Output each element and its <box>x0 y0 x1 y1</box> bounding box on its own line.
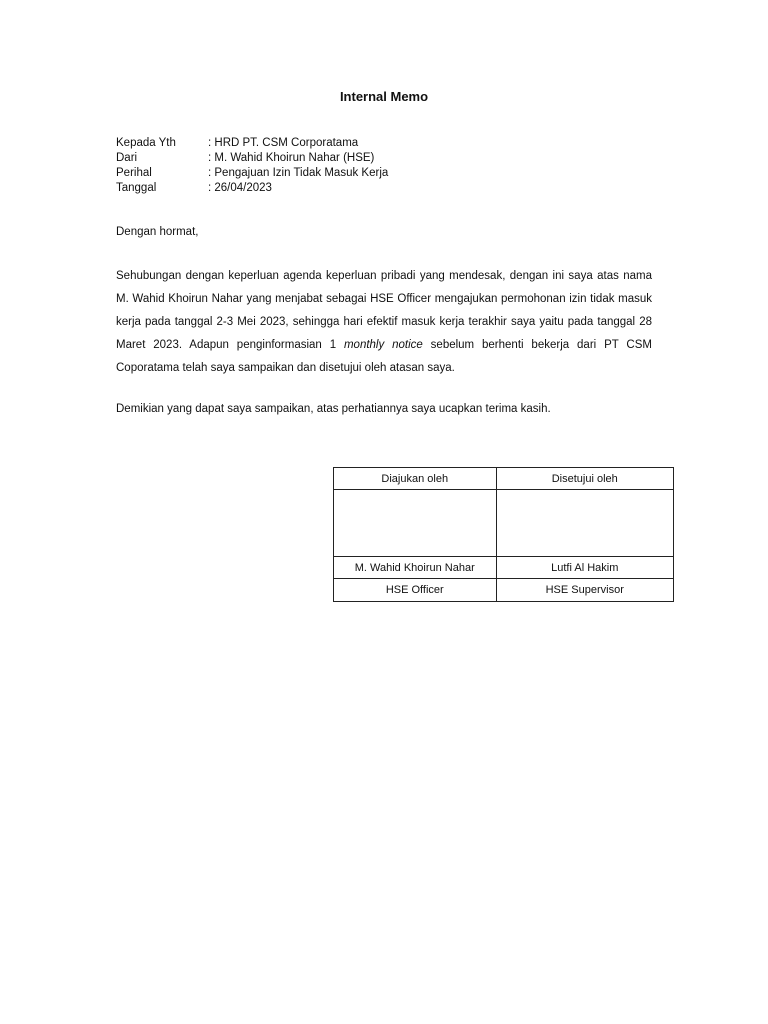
field-sender <box>116 151 656 166</box>
body-text-part-2: sebelum berhenti bekerja dari PT CSM Coporatama telah saya sampaikan dan disetujui oleh atasan saya. <box>116 339 652 374</box>
submitter-role: HSE Officer <box>334 579 497 602</box>
field-value: : M. Wahid Khoirun Nahar (HSE) <box>208 152 375 164</box>
memo-title: Internal Memo <box>339 89 429 104</box>
body-paragraph <box>116 265 652 380</box>
field-subject <box>116 166 656 181</box>
signature-role-row <box>334 579 674 602</box>
body-text-part-1: Sehubungan dengan keperluan agenda keperluan pribadi yang mendesak, dengan ini saya atas nama M. Wahid Khoirun Nahar yang menjabat sebagai HSE Officer mengajukan permohonan izin tidak masuk kerja pada tanggal 2-3 Mei 2023, sehingga hari efektif masuk kerja terakhir saya yaitu pada tanggal 28 Maret 2023. Adapun penginformasian 1 <box>116 270 652 351</box>
closing-paragraph: Demikian yang dapat saya sampaikan, atas perhatiannya saya ucapkan terima kasih. <box>116 403 551 415</box>
field-label: Perihal <box>116 167 152 179</box>
submitter-name: M. Wahid Khoirun Nahar <box>334 557 497 579</box>
memo-header-fields <box>116 136 656 196</box>
field-label: Dari <box>116 152 138 164</box>
field-label: Tanggal <box>116 182 157 194</box>
approver-role: HSE Supervisor <box>496 579 674 602</box>
field-date <box>116 181 656 196</box>
submitter-signature-space <box>334 490 497 557</box>
field-label: Kepada Yth <box>116 137 176 149</box>
salutation: Dengan hormat, <box>116 226 199 238</box>
body-text-italic: monthly notice <box>343 339 423 351</box>
field-value: : HRD PT. CSM Corporatama <box>208 137 359 149</box>
field-value: : Pengajuan Izin Tidak Masuk Kerja <box>208 167 389 179</box>
field-recipient <box>116 136 656 151</box>
signature-table <box>333 467 674 602</box>
field-value: : 26/04/2023 <box>208 182 272 194</box>
approver-signature-space <box>496 490 674 557</box>
approved-by-header: Disetujui oleh <box>496 468 674 490</box>
signature-space-row <box>334 490 674 557</box>
signature-header-row <box>334 468 674 490</box>
approver-name: Lutfi Al Hakim <box>496 557 674 579</box>
signature-name-row <box>334 557 674 579</box>
submitted-by-header: Diajukan oleh <box>334 468 497 490</box>
